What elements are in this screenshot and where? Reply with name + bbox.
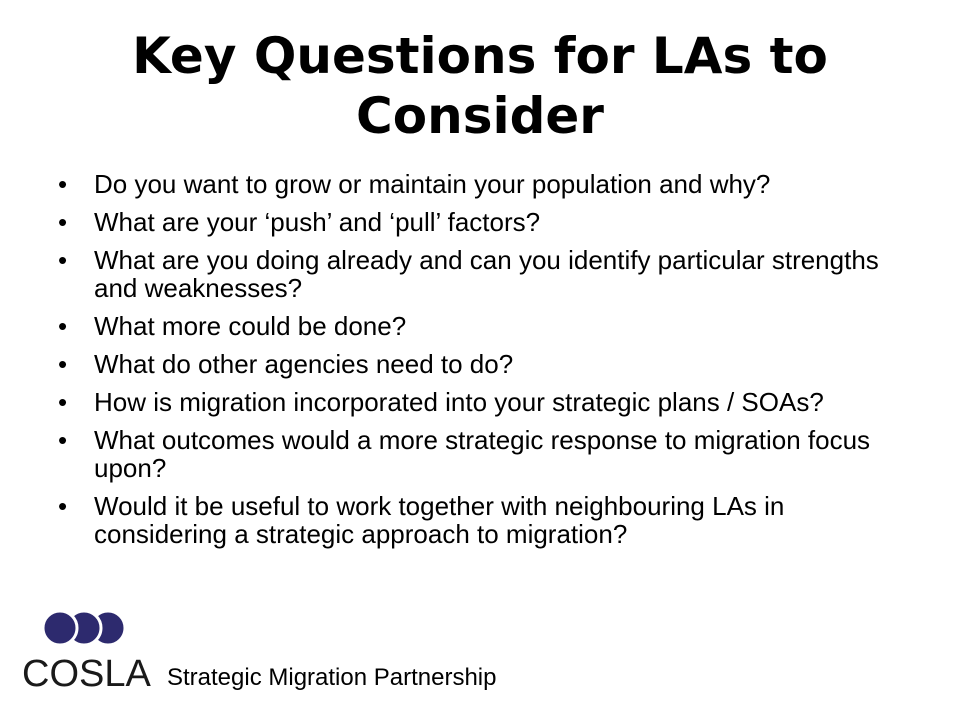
bullet-icon: •	[58, 245, 68, 275]
bullet-text: What more could be done?	[94, 311, 407, 341]
bullet-icon: •	[58, 387, 68, 417]
cosla-logo	[22, 606, 151, 696]
list-item	[58, 312, 898, 340]
bullet-icon: •	[58, 311, 68, 341]
list-item	[58, 426, 898, 482]
bullet-list	[58, 170, 898, 558]
logo-text: COSLA	[22, 653, 151, 695]
list-item	[58, 246, 898, 302]
bullet-icon: •	[58, 207, 68, 237]
list-item	[58, 208, 898, 236]
bullet-icon: •	[58, 349, 68, 379]
list-item	[58, 388, 898, 416]
bullet-icon: •	[58, 425, 68, 455]
list-item	[58, 170, 898, 198]
bullet-text: What outcomes would a more strategic response to migration focus upon?	[94, 425, 871, 483]
slide-title: Key Questions for LAs to Consider	[132, 27, 828, 145]
logo-circles-icon	[32, 606, 142, 654]
bullet-text: What are your ‘push’ and ‘pull’ factors?	[94, 207, 541, 237]
logo-circle-icon	[43, 611, 77, 645]
bullet-text: What do other agencies need to do?	[94, 349, 514, 379]
bullet-text: How is migration incorporated into your strategic plans / SOAs?	[94, 387, 824, 417]
list-item	[58, 492, 898, 548]
bullet-text: Do you want to grow or maintain your population and why?	[94, 169, 771, 199]
bullet-text: Would it be useful to work together with neighbouring LAs in considering a strategic approach to migration?	[94, 491, 785, 549]
bullet-text: What are you doing already and can you identify particular strengths and weaknesses?	[94, 245, 879, 303]
list-item	[58, 350, 898, 378]
bullet-icon: •	[58, 491, 68, 521]
footer-text: Strategic Migration Partnership	[167, 664, 497, 691]
bullet-icon: •	[58, 169, 68, 199]
